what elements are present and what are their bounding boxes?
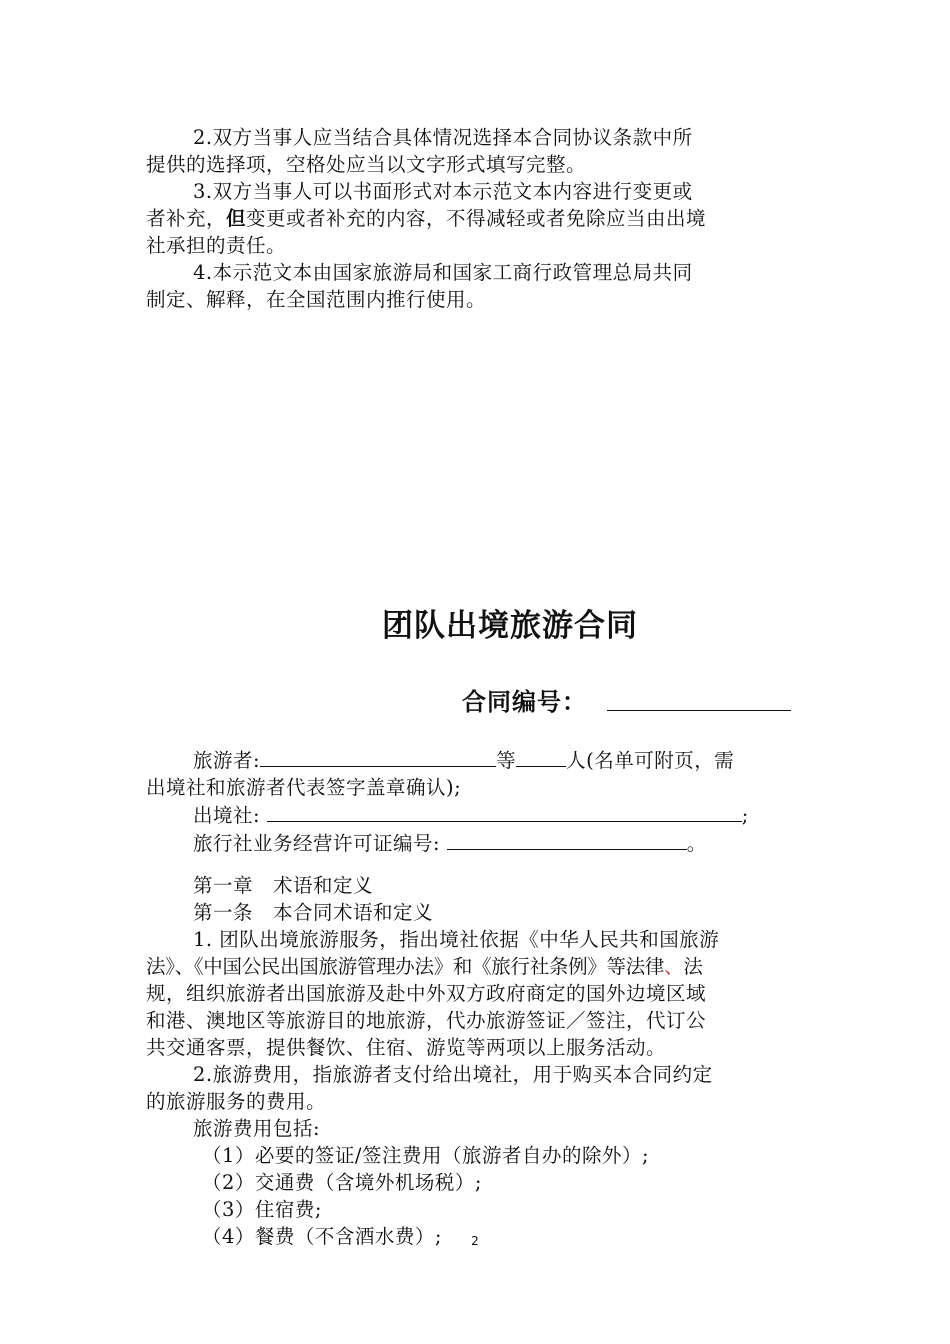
fee-item: （2）交通费（含境外机场税）; [202,1171,482,1194]
note-3-bold-but: 但 [226,207,247,230]
tourist-name-blank [260,746,496,767]
definition-1-red-comma: 、 [664,955,684,978]
license-end: 。 [686,832,707,855]
tourist-label: 旅游者: [193,749,261,772]
chapter-title: 第一章 术语和定义 [193,874,374,897]
definition-2-line-2: 的旅游服务的费用。 [146,1090,327,1113]
note-3-line-3: 社承担的责任。 [146,234,287,257]
page-number: 2 [471,1234,479,1248]
definition-1-line-4: 和港、澳地区等旅游目的地旅游，代办旅游签证／签注，代订公 [146,1009,707,1032]
tourist-tail: 人(名单可附页，需 [566,749,735,772]
note-3-text-c: 变更或者补充的内容，不得减轻或者免除应当由出境 [246,207,707,230]
agency-end: ; [741,804,749,827]
definition-1-line-1: 1. 团队出境旅游服务，指出境社依据《中华人民共和国旅游 [193,928,720,951]
tourist-mid: 等 [496,749,517,772]
fee-item: （1）必要的签证/签注费用（旅游者自办的除外）; [202,1144,650,1167]
note-4-line-2: 制定、解释，在全国范围内推行使用。 [146,288,487,311]
tourist-line [146,746,806,774]
document-title: 团队出境旅游合同 [382,608,638,644]
fee-includes-label: 旅游费用包括: [193,1117,321,1140]
note-4-line-1: 4.本示范文本由国家旅游局和国家工商行政管理总局共同 [193,261,693,284]
tourist-count-blank [516,746,566,767]
license-line [146,829,806,857]
tourist-line-2: 出境社和旅游者代表签字盖章确认); [146,776,462,799]
definition-1-text-a: 法》、《中国公民出国旅游管理办法》和《旅行社条例》等法律 [146,955,665,978]
note-3-line-1: 3.双方当事人可以书面形式对本示范文本内容进行变更或 [193,180,693,203]
license-label: 旅行社业务经营许可证编号: [193,832,441,855]
article-title: 第一条 本合同术语和定义 [193,901,434,924]
definition-1-line-3: 规，组织旅游者出国旅游及赴中外双方政府商定的国外边境区域 [146,982,707,1005]
license-number-blank [447,829,687,850]
note-2-line-1: 2.双方当事人应当结合具体情况选择本合同协议条款中所 [193,126,693,149]
note-2-line-2: 提供的选择项，空格处应当以文字形式填写完整。 [146,153,587,176]
notes-section [146,124,806,313]
definition-1-line-5: 共交通客票，提供餐饮、住宿、游览等两项以上服务活动。 [146,1036,667,1059]
agency-line [146,801,806,829]
agency-name-blank [267,801,742,822]
fee-item: （4）餐费（不含酒水费）; [202,1225,442,1248]
contract-number-label: 合同编号： [462,688,587,716]
definition-1-line-2 [146,953,806,980]
fee-item: （3）住宿费; [202,1198,322,1221]
contract-number-blank [607,710,791,711]
note-3-line-2 [146,205,806,232]
agency-label: 出境社: [193,804,261,827]
definition-1-text-c: 法 [683,955,703,978]
chapter-one-section [146,872,806,1250]
parties-section [146,746,806,857]
definition-2-line-1: 2.旅游费用，指旅游者支付给出境社，用于购买本合同约定 [193,1063,713,1086]
note-3-text-a: 者补充， [146,207,227,230]
